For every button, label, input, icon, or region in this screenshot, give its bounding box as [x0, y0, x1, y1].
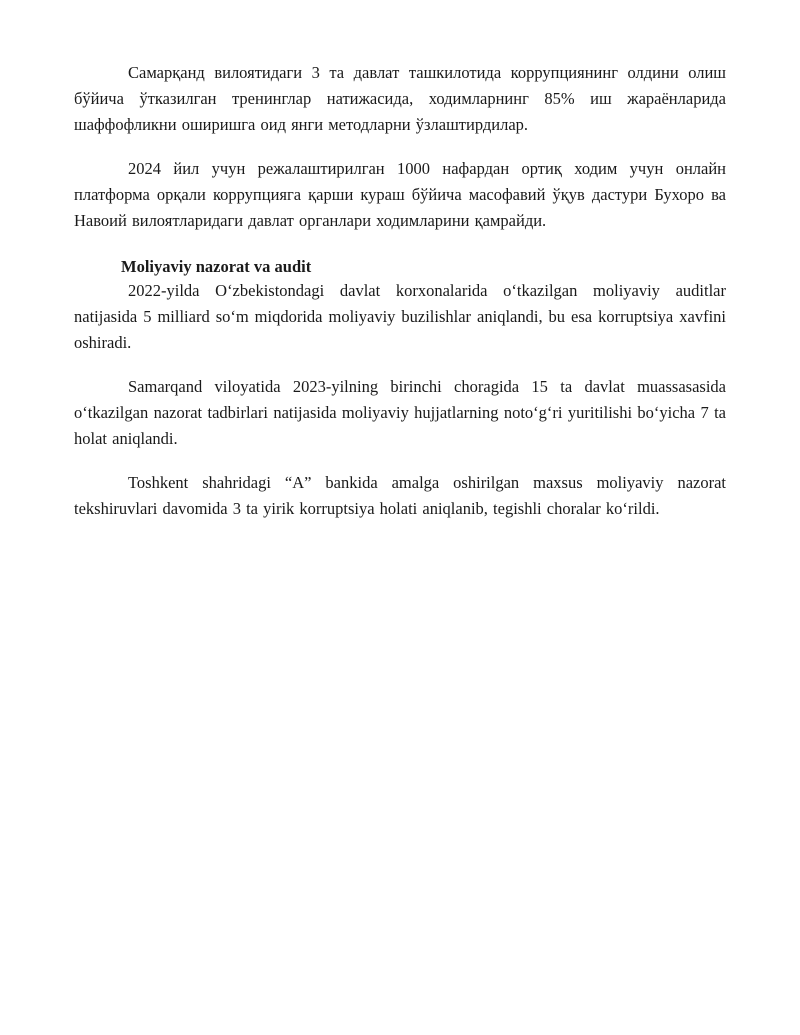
- paragraph-toshkent-bank: Toshkent shahridagi “A” bankida amalga oshirilgan maxsus moliyaviy nazorat tekshiruvlari davomida 3 ta yirik korruptsiya holati aniqlanib, tegishli choralar ko‘rildi.: [74, 473, 726, 518]
- paragraph-samarqand-control: Samarqand viloyatida 2023-yilning birinchi choragida 15 ta davlat muassasasida o‘tkazilgan nazorat tadbirlari natijasida moliyaviy hujjatlarning noto‘g‘ri yuritilishi bo‘yicha 7 ta holat aniqlandi.: [74, 377, 726, 448]
- paragraph-audit-2022: 2022-yilda O‘zbekistondagi davlat korxonalarida o‘tkazilgan moliyaviy auditlar natijasida 5 milliard so‘m miqdorida moliyaviy buzilishlar aniqlandi, bu esa korruptsiya xavfini oshiradi.: [74, 281, 726, 352]
- document-body: [74, 60, 726, 522]
- paragraph-training-results: Самарқанд вилоятидаги 3 та давлат ташкилотида коррупциянинг олдини олиш бўйича ўтказилган тренинглар натижасида, ходимларнинг 85% иш жараёнларида шаффофликни оширишга оид янги методларни ўзлаштирдилар.: [74, 63, 726, 134]
- section-heading: Moliyaviy nazorat va audit: [121, 257, 312, 276]
- paragraph-online-program: 2024 йил учун режалаштирилган 1000 нафардан ортиқ ходим учун онлайн платформа орқали коррупцияга қарши кураш бўйича масофавий ўқув дастури Бухоро ва Навоий вилоятларидаги давлат органлари ходимларини қамрайди.: [74, 159, 726, 230]
